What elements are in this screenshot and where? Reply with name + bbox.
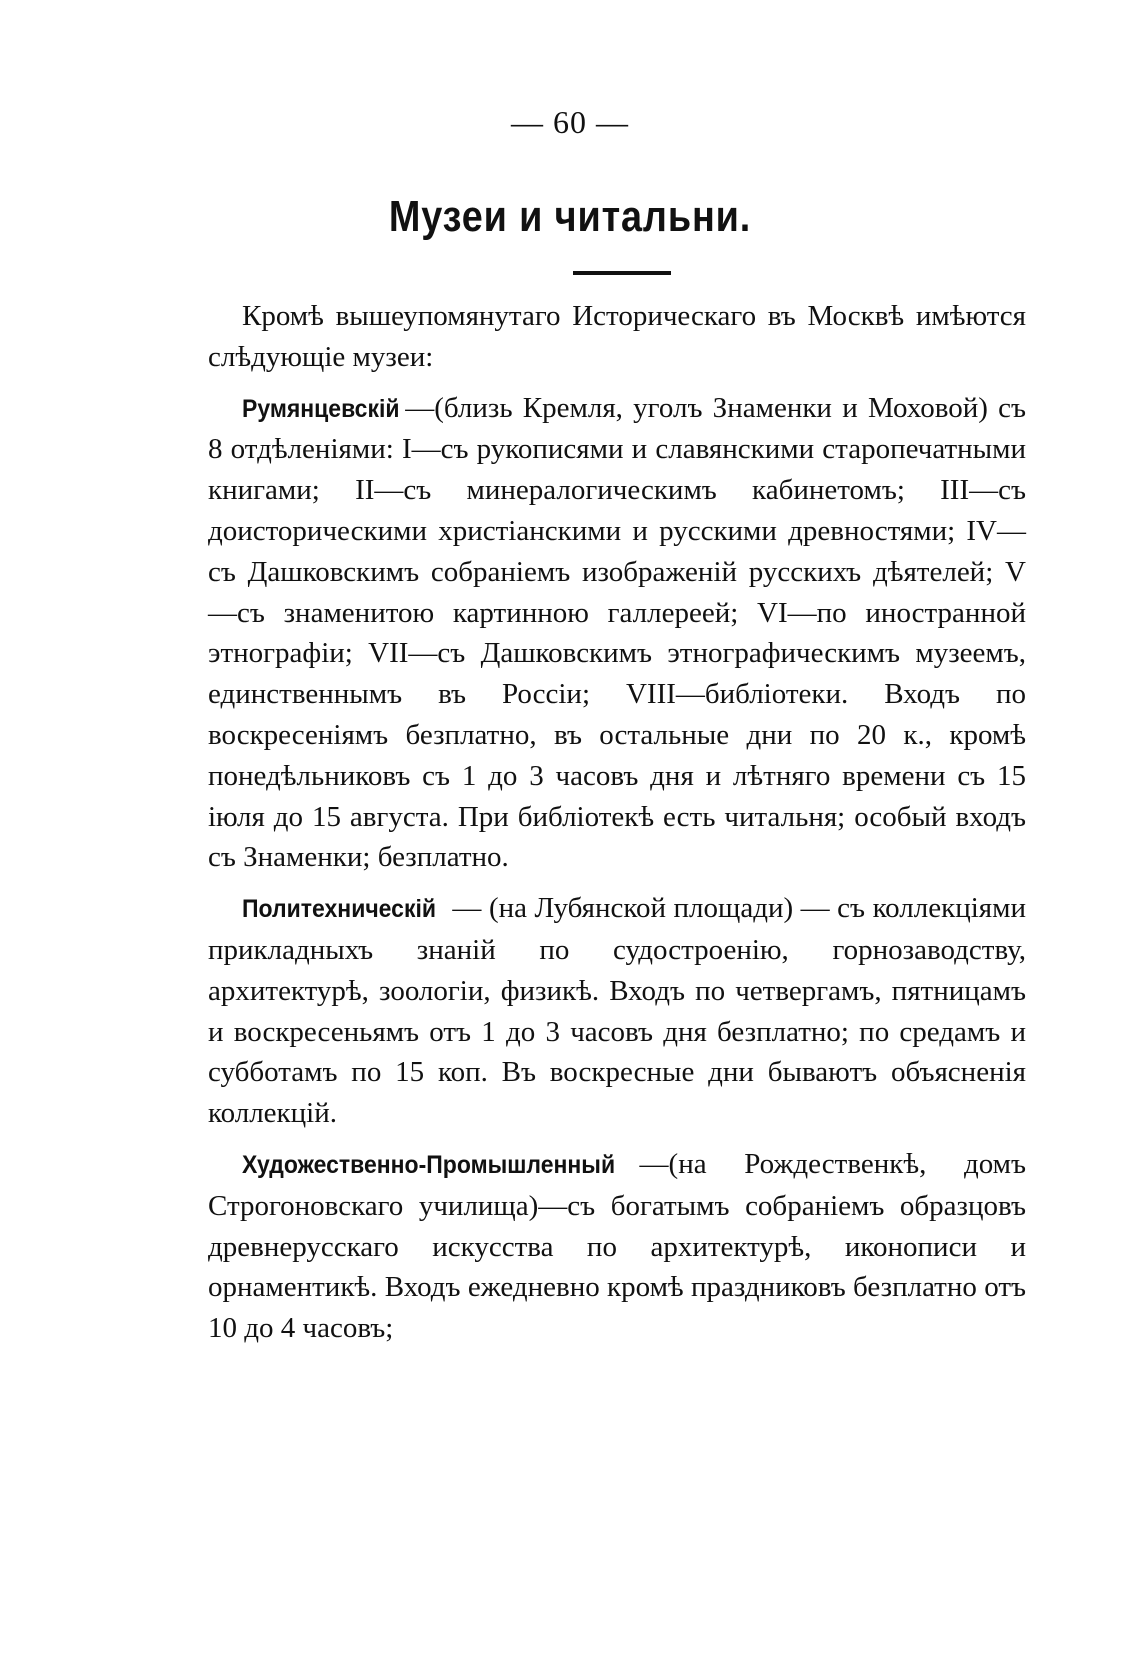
museum-name: Румянцевскій	[242, 394, 400, 423]
museum-description: —(на Рождественкѣ, домъ Строгоновскаго училища)—съ богатымъ собраніемъ образцовъ древнерусскаго искусства по архитектурѣ, иконописи и орнаментикѣ. Входъ ежедневно кромѣ праздниковъ безплатно отъ 10 до 4 часовъ;	[208, 1147, 1026, 1345]
page-title: Музеи и читальни.	[388, 192, 752, 241]
body-text	[208, 296, 1026, 1349]
intro-paragraph: Кромѣ вышеупомянутаго Историческаго въ Москвѣ имѣются слѣдующіе музеи:	[208, 300, 1026, 373]
title-divider	[573, 271, 671, 275]
museum-description: — (на Лубянской площади) — съ коллекціями прикладныхъ знаній по судостроенію, горнозаводству, архитектурѣ, зоологіи, физикѣ. Входъ по четвергамъ, пятницамъ и воскресеньямъ отъ 1 до 3 часовъ дня безплатно; по средамъ и субботамъ по 15 коп. Въ воскресные дни бываютъ объясненія коллекцій.	[208, 892, 1026, 1130]
museum-paragraph-art-industrial	[208, 1144, 1026, 1349]
museum-name: Политехническій	[242, 895, 437, 924]
page-number: — 60 —	[511, 104, 629, 140]
museum-paragraph-polytechnic	[208, 888, 1026, 1134]
museum-name: Художественно-Промышленный	[242, 1150, 616, 1179]
museum-paragraph-rumyantsev	[208, 388, 1026, 879]
museum-description: —(близь Кремля, уголъ Знаменки и Моховой) съ 8 отдѣленіями: I—съ рукописями и славянскими старопечатными книгами; II—съ минералогическимъ кабинетомъ; III—съ доисторическими христіанскими и русскими древностями; IV—съ Дашковскимъ собраніемъ изображеній русскихъ дѣятелей; V—съ знаменитою картинною галлереей; VI—по иностранной этнографіи; VII—съ Дашковскимъ этнографическимъ музеемъ, единственнымъ въ Россіи; VIII—библіотеки. Входъ по воскресеніямъ безплатно, въ остальные дни по 20 к., кромѣ понедѣльниковъ съ 1 до 3 часовъ дня и лѣтняго времени съ 15 іюля до 15 августа. При библіотекѣ есть читальня; особый входъ съ Знаменки; безплатно.	[208, 391, 1026, 874]
